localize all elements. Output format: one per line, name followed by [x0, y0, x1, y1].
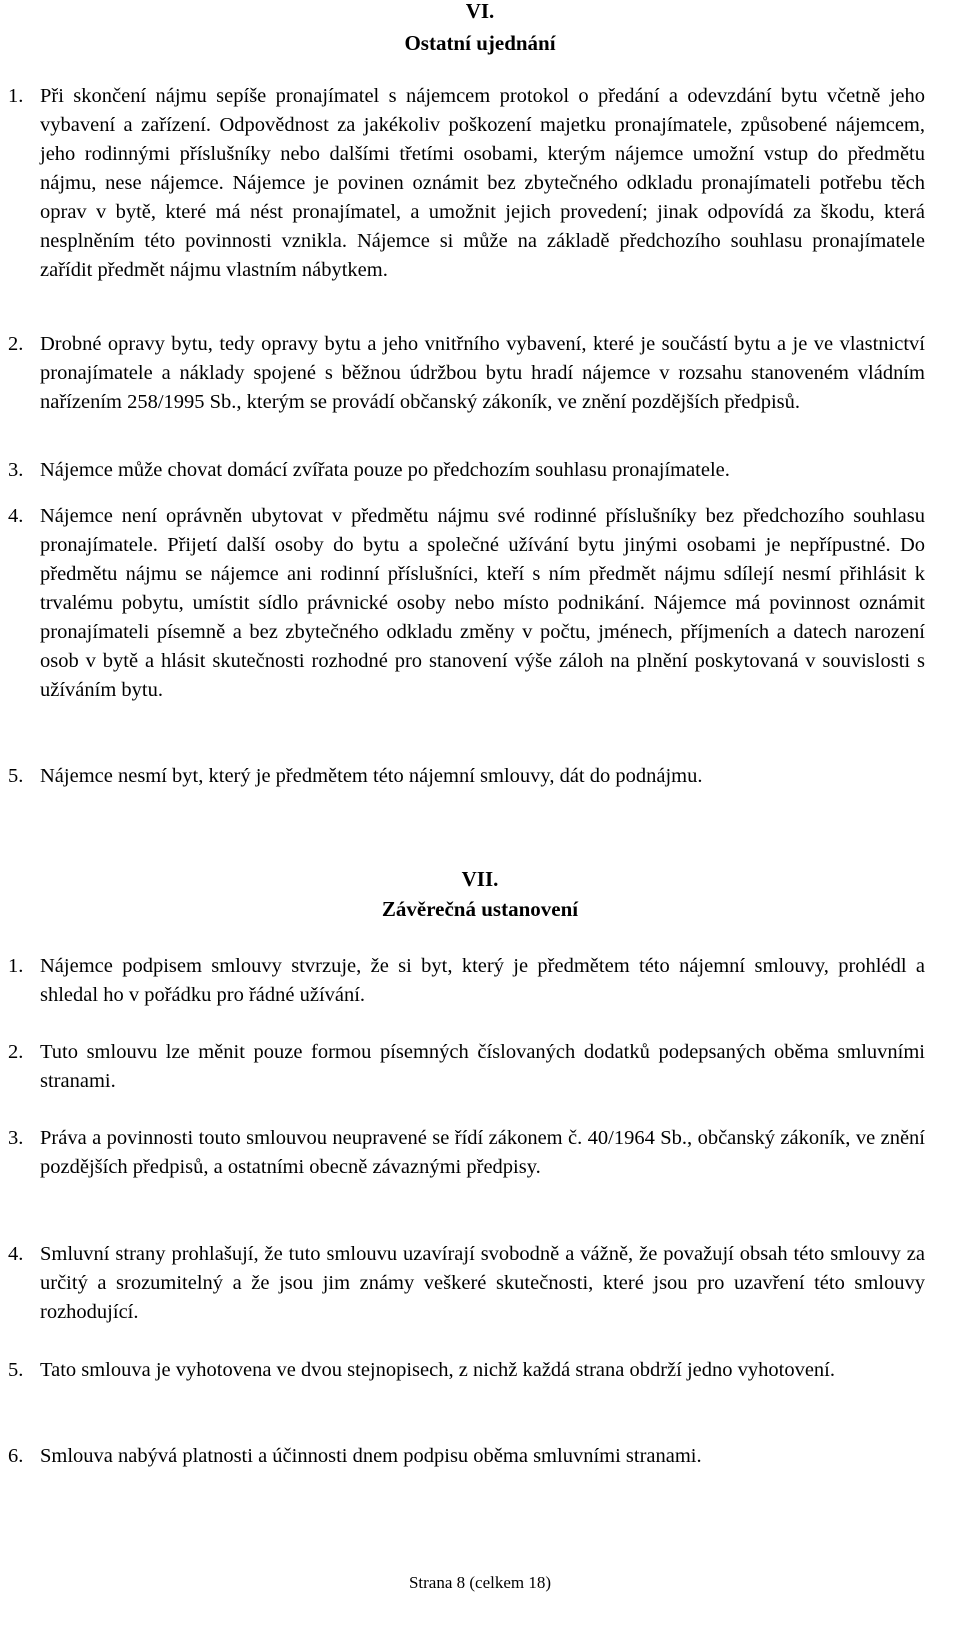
item-text: Nájemce podpisem smlouvy stvrzuje, že si byt, který je předmětem této nájemní smlouvy, prohlédl a shledal ho v pořádku pro řádné užívání.	[40, 955, 925, 1006]
section-vi-item-4	[8, 502, 925, 705]
section-vii-title: Závěrečná ustanovení	[381, 897, 579, 921]
item-text: Drobné opravy bytu, tedy opravy bytu a jeho vnitřního vybavení, které je součástí bytu a je ve vlastnictví pronajímatele a náklady spojené s běžnou údržbou bytu hradí nájemce v rozsahu stanoveném vládním nařízením 258/1995 Sb., kterým se provádí občanský zákoník, ve znění pozdějších předpisů.	[40, 333, 925, 413]
item-number: 6.	[8, 1445, 24, 1467]
section-vi-item-1	[8, 82, 925, 285]
item-text: Tuto smlouvu lze měnit pouze formou písemných číslovaných dodatků podepsaných oběma smluvními stranami.	[40, 1041, 925, 1092]
item-text: Smlouva nabývá platnosti a účinnosti dnem podpisu oběma smluvními stranami.	[40, 1445, 702, 1467]
item-number: 4.	[8, 1243, 24, 1265]
section-vii-item-3	[8, 1124, 925, 1182]
section-vi-item-3	[8, 456, 925, 485]
section-vii-item-1	[8, 952, 925, 1010]
section-vi-item-5	[8, 762, 925, 791]
item-number: 2.	[8, 333, 24, 355]
page-footer: Strana 8 (celkem 18)	[408, 1573, 552, 1592]
item-text: Práva a povinnosti touto smlouvou neupravené se řídí zákonem č. 40/1964 Sb., občanský zákoník, ve znění pozdějších předpisů, a ostatními obecně závaznými předpisy.	[40, 1127, 925, 1178]
section-vi-item-2	[8, 330, 925, 417]
section-vii-item-4	[8, 1240, 925, 1327]
section-vii-number: VII.	[461, 867, 499, 891]
item-number: 4.	[8, 505, 24, 527]
item-text: Nájemce není oprávněn ubytovat v předmětu nájmu své rodinné příslušníky bez předchozího souhlasu pronajímatele. Přijetí další osoby do bytu a společné užívání bytu jinými osobami je nepřípustné. Do předmětu nájmu se nájemce ani rodinní příslušníci, kteří s ním předmět nájmu sdílejí nesmí přihlásit k trvalému pobytu, umístit sídlo právnické osoby nebo místo podnikání. Nájemce má povinnost oznámit pronajímateli písemně a bez zbytečného odkladu změny v počtu, jménech, příjmeních a datech narození osob v bytě a hlásit skutečnosti rozhodné pro stanovení výše záloh na plnění poskytovaná v souvislosti s užíváním bytu.	[40, 505, 925, 701]
item-number: 5.	[8, 1359, 24, 1381]
item-number: 3.	[8, 1127, 24, 1149]
section-vii-item-2	[8, 1038, 925, 1096]
item-number: 5.	[8, 765, 24, 787]
section-vi-number: VI.	[465, 0, 495, 23]
item-text: Tato smlouva je vyhotovena ve dvou stejnopisech, z nichž každá strana obdrží jedno vyhotovení.	[40, 1359, 835, 1381]
item-text: Při skončení nájmu sepíše pronajímatel s nájemcem protokol o předání a odevzdání bytu včetně jeho vybavení a zařízení. Odpovědnost za jakékoliv poškození majetku pronajímatele, způsobené nájemcem, jeho rodinnými příslušníky nebo dalšími třetími osobami, kterým nájemce umožní vstup do předmětu nájmu, nese nájemce. Nájemce je povinen oznámit bez zbytečného odkladu pronajímateli potřebu těch oprav v bytě, které má nést pronajímatel, a umožnit jejich provedení; jinak odpovídá za škodu, která nesplněním této povinnosti vznikla. Nájemce si může na základě předchozího souhlasu pronajímatele zařídit předmět nájmu vlastním nábytkem.	[40, 85, 925, 281]
item-number: 2.	[8, 1041, 24, 1063]
item-text: Smluvní strany prohlašují, že tuto smlouvu uzavírají svobodně a vážně, že považují obsah této smlouvy za určitý a srozumitelný a že jsou jim známy veškeré skutečnosti, které jsou pro uzavření této smlouvy rozhodující.	[40, 1243, 925, 1323]
item-text: Nájemce nesmí byt, který je předmětem této nájemní smlouvy, dát do podnájmu.	[40, 765, 703, 787]
item-text: Nájemce může chovat domácí zvířata pouze po předchozím souhlasu pronajímatele.	[40, 459, 730, 481]
item-number: 1.	[8, 955, 24, 977]
section-vii-item-6	[8, 1442, 925, 1471]
item-number: 3.	[8, 459, 24, 481]
section-vi-title: Ostatní ujednání	[404, 31, 556, 55]
item-number: 1.	[8, 85, 24, 107]
section-vii-item-5	[8, 1356, 925, 1385]
